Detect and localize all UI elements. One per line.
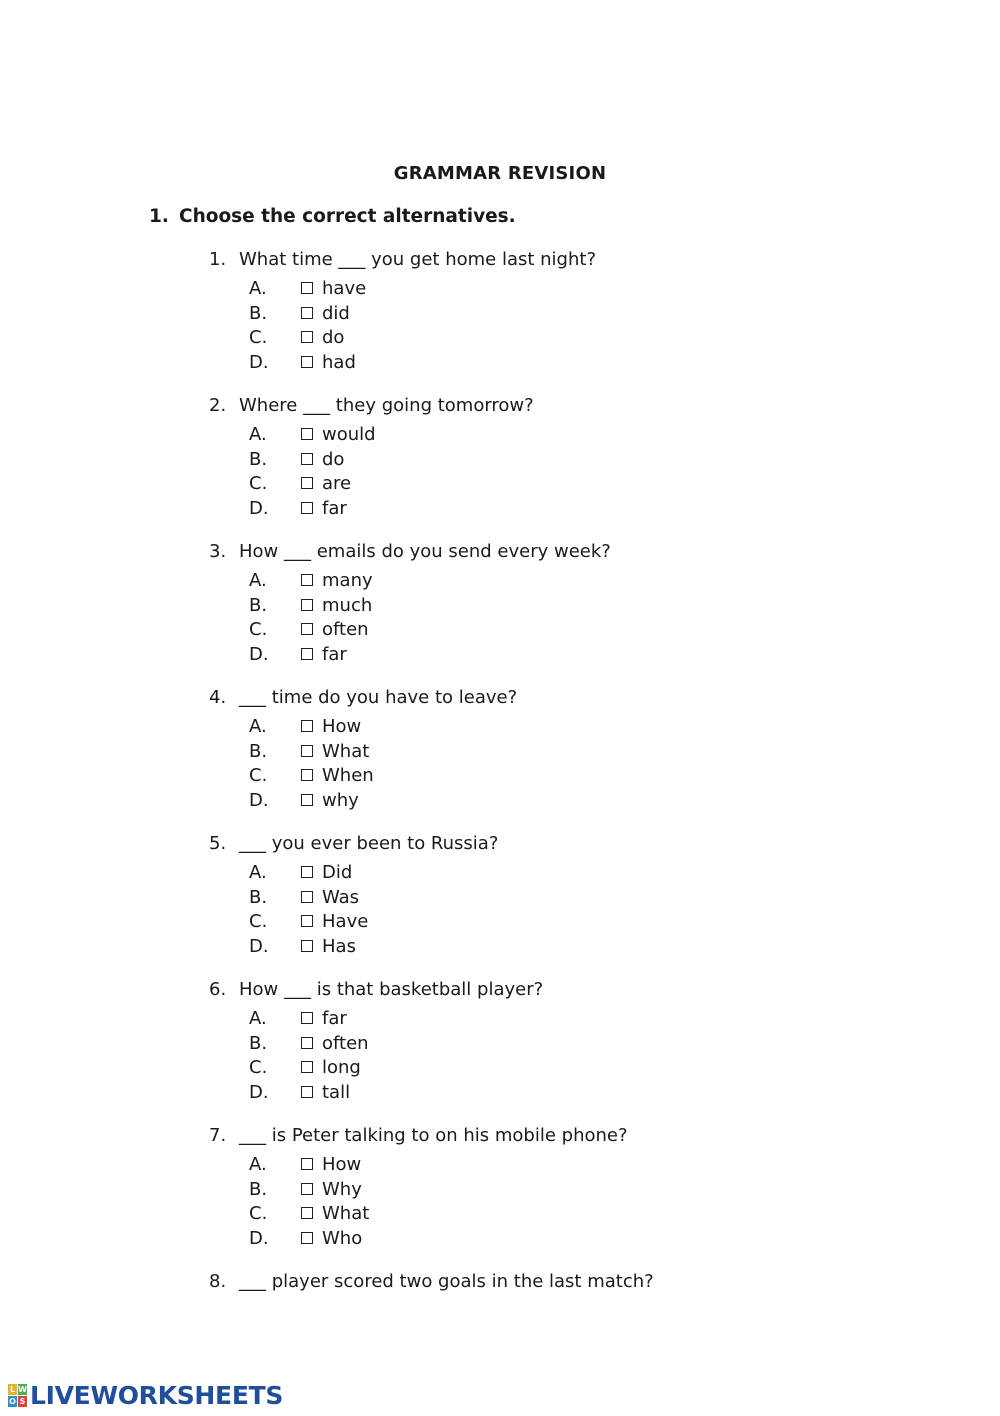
logo-mark-icon <box>8 1384 27 1407</box>
checkbox[interactable] <box>301 794 313 806</box>
option-text: Did <box>322 862 353 883</box>
option-letter: B. <box>249 886 268 908</box>
question-prompt: How ___ emails do you send every week? <box>239 541 611 562</box>
checkbox[interactable] <box>301 1086 313 1098</box>
answer-option[interactable] <box>209 1227 909 1252</box>
checkbox[interactable] <box>301 1183 313 1195</box>
question-text <box>209 540 909 569</box>
answer-option[interactable] <box>209 423 909 448</box>
option-letter: C. <box>249 619 268 640</box>
liveworksheets-logo <box>8 1380 283 1410</box>
question-7 <box>209 1124 909 1270</box>
logo-mark-tile: L <box>9 1384 16 1394</box>
question-text <box>209 978 909 1007</box>
option-letter: B. <box>249 594 268 616</box>
option-letter: A. <box>249 424 267 445</box>
option-letter: C. <box>249 327 268 348</box>
checkbox[interactable] <box>301 1232 313 1244</box>
question-6 <box>209 978 909 1124</box>
answer-option[interactable] <box>209 618 909 643</box>
question-text <box>209 1124 909 1153</box>
option-text: When <box>322 765 374 786</box>
option-text: tall <box>322 1081 351 1103</box>
checkbox[interactable] <box>301 599 313 611</box>
answer-option[interactable] <box>209 1202 909 1227</box>
question-number: 4. <box>209 687 227 708</box>
option-letter: D. <box>249 351 269 373</box>
question-text <box>209 686 909 715</box>
answer-option[interactable] <box>209 1007 909 1032</box>
option-letter: A. <box>249 1008 267 1029</box>
answer-option[interactable] <box>209 935 909 960</box>
question-8 <box>209 1270 909 1416</box>
option-letter: A. <box>249 862 267 883</box>
option-letter: C. <box>249 473 268 494</box>
option-text: Was <box>322 886 360 908</box>
answer-option[interactable] <box>209 910 909 935</box>
checkbox[interactable] <box>301 1037 313 1049</box>
option-text: long <box>322 1057 361 1078</box>
answer-option[interactable] <box>209 1056 909 1081</box>
question-text <box>209 1270 909 1299</box>
option-letter: C. <box>249 1203 268 1224</box>
option-letter: B. <box>249 1032 268 1054</box>
answer-option[interactable] <box>209 472 909 497</box>
option-letter: B. <box>249 302 268 324</box>
option-letter: D. <box>249 1227 269 1249</box>
checkbox[interactable] <box>301 1158 313 1170</box>
checkbox[interactable] <box>301 307 313 319</box>
option-letter: B. <box>249 1178 268 1200</box>
question-number: 3. <box>209 541 227 562</box>
checkbox[interactable] <box>301 1012 313 1024</box>
question-2 <box>209 394 909 540</box>
option-letter: C. <box>249 1057 268 1078</box>
answer-option[interactable] <box>209 497 909 522</box>
option-letter: A. <box>249 278 267 299</box>
option-text: Has <box>322 935 356 957</box>
question-4 <box>209 686 909 832</box>
checkbox[interactable] <box>301 502 313 514</box>
answer-option[interactable] <box>209 1081 909 1106</box>
question-prompt: ___ you ever been to Russia? <box>239 833 499 854</box>
answer-option[interactable] <box>209 277 909 302</box>
question-list <box>209 248 909 1416</box>
option-text: do <box>322 327 345 348</box>
checkbox[interactable] <box>301 866 313 878</box>
option-text: far <box>322 1008 347 1029</box>
option-letter: A. <box>249 716 267 737</box>
option-text: often <box>322 1032 369 1054</box>
section-heading-text: Choose the correct alternatives. <box>179 206 516 227</box>
option-text: are <box>322 473 352 494</box>
answer-option[interactable] <box>209 1153 909 1178</box>
question-prompt: What time ___ you get home last night? <box>239 249 596 270</box>
checkbox[interactable] <box>301 940 313 952</box>
option-text: Who <box>322 1227 363 1249</box>
question-number: 1. <box>209 249 227 270</box>
answer-option[interactable] <box>209 326 909 351</box>
checkbox[interactable] <box>301 331 313 343</box>
option-text: How <box>322 1154 362 1175</box>
question-prompt: ___ player scored two goals in the last match? <box>239 1271 654 1292</box>
answer-option[interactable] <box>209 740 909 765</box>
checkbox[interactable] <box>301 745 313 757</box>
checkbox[interactable] <box>301 720 313 732</box>
checkbox[interactable] <box>301 623 313 635</box>
option-letter: D. <box>249 643 269 665</box>
option-text: What <box>322 740 370 762</box>
question-3 <box>209 540 909 686</box>
option-text: How <box>322 716 362 737</box>
option-letter: B. <box>249 448 268 470</box>
answer-option[interactable] <box>209 594 909 619</box>
option-text: What <box>322 1203 370 1224</box>
answer-option[interactable] <box>209 448 909 473</box>
question-5 <box>209 832 909 978</box>
option-letter: C. <box>249 911 268 932</box>
answer-option[interactable] <box>209 569 909 594</box>
question-1 <box>209 248 909 394</box>
question-number: 8. <box>209 1271 227 1292</box>
option-text: many <box>322 570 373 591</box>
checkbox[interactable] <box>301 1061 313 1073</box>
option-text: far <box>322 497 347 519</box>
checkbox[interactable] <box>301 574 313 586</box>
question-number: 5. <box>209 833 227 854</box>
option-letter: A. <box>249 1154 267 1175</box>
question-number: 2. <box>209 395 227 416</box>
option-letter: B. <box>249 740 268 762</box>
page-title: GRAMMAR REVISION <box>393 163 607 184</box>
option-letter: A. <box>249 570 267 591</box>
option-letter: D. <box>249 1081 269 1103</box>
answer-option[interactable] <box>209 715 909 740</box>
option-text: would <box>322 424 376 445</box>
question-prompt: ___ is Peter talking to on his mobile phone? <box>239 1125 628 1146</box>
checkbox[interactable] <box>301 769 313 781</box>
option-text: far <box>322 643 347 665</box>
option-text: do <box>322 448 345 470</box>
option-letter: D. <box>249 935 269 957</box>
checkbox[interactable] <box>301 648 313 660</box>
answer-option[interactable] <box>209 643 909 668</box>
logo-mark-tile: S <box>19 1396 26 1406</box>
checkbox[interactable] <box>301 428 313 440</box>
question-prompt: ___ time do you have to leave? <box>239 687 518 708</box>
answer-option[interactable] <box>209 1178 909 1203</box>
option-text: Why <box>322 1178 362 1200</box>
section-number: 1. <box>149 206 169 227</box>
option-letter: D. <box>249 497 269 519</box>
option-text: often <box>322 619 369 640</box>
checkbox[interactable] <box>301 915 313 927</box>
question-prompt: How ___ is that basketball player? <box>239 979 544 1000</box>
checkbox[interactable] <box>301 1207 313 1219</box>
answer-option[interactable] <box>209 351 909 376</box>
question-text <box>209 832 909 861</box>
checkbox[interactable] <box>301 891 313 903</box>
checkbox[interactable] <box>301 356 313 368</box>
checkbox[interactable] <box>301 282 313 294</box>
option-text: had <box>322 351 356 373</box>
logo-mark-tile: W <box>18 1384 27 1394</box>
option-text: why <box>322 789 359 811</box>
option-text: Have <box>322 911 369 932</box>
option-text: much <box>322 594 373 616</box>
question-number: 7. <box>209 1125 227 1146</box>
question-text <box>209 248 909 277</box>
section-heading <box>149 206 516 227</box>
answer-option[interactable] <box>209 789 909 814</box>
answer-option[interactable] <box>209 886 909 911</box>
answer-option[interactable] <box>209 1032 909 1057</box>
option-text: did <box>322 302 350 324</box>
logo-mark-tile: O <box>9 1396 16 1406</box>
logo-text: LIVEWORKSHEETS <box>30 1380 284 1410</box>
question-text <box>209 394 909 423</box>
question-number: 6. <box>209 979 227 1000</box>
question-prompt: Where ___ they going tomorrow? <box>239 395 534 416</box>
checkbox[interactable] <box>301 477 313 489</box>
answer-option[interactable] <box>209 302 909 327</box>
option-letter: D. <box>249 789 269 811</box>
answer-option[interactable] <box>209 764 909 789</box>
option-letter: C. <box>249 765 268 786</box>
checkbox[interactable] <box>301 453 313 465</box>
answer-option[interactable] <box>209 861 909 886</box>
option-text: have <box>322 278 367 299</box>
